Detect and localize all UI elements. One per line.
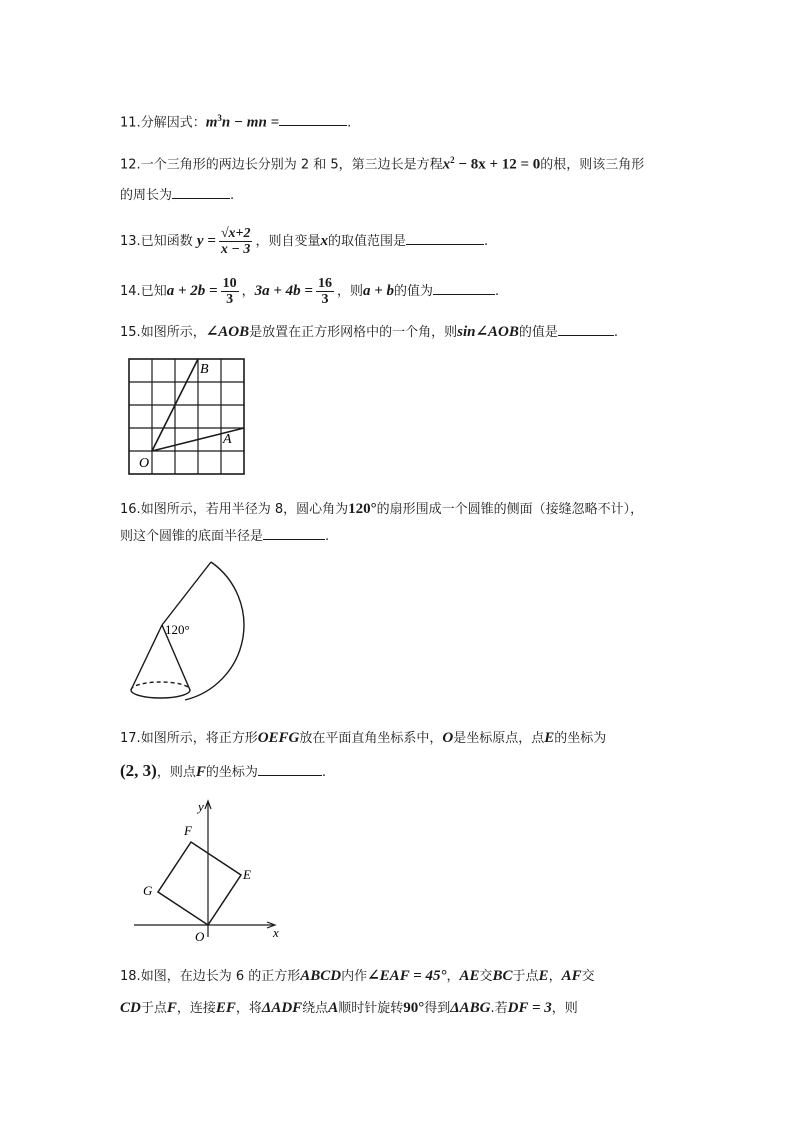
q18-seg1: AE xyxy=(459,968,480,984)
q14-eq1-fraction xyxy=(221,276,239,307)
q16-text-a: 如图所示，若用半径为 8，圆心角为 xyxy=(140,502,349,517)
q14-text-b: ，则 xyxy=(336,284,363,299)
q13-text-b: ，则自变量 xyxy=(255,234,321,249)
question-17-line2 xyxy=(120,761,326,783)
q18-text-g: 交 xyxy=(581,969,595,984)
q18-seg3: AF xyxy=(561,968,582,984)
q17-point-f: F xyxy=(195,764,206,780)
q17-text-b: 放在平面直角坐标系中， xyxy=(299,731,443,746)
q15-text-c: 的值是 xyxy=(518,325,558,340)
q14-eq1-num: 10 xyxy=(222,276,237,291)
q18-text-j: ，将 xyxy=(235,1001,262,1016)
q12-equation: x xyxy=(442,156,451,173)
q18-seg2: BC xyxy=(492,968,513,984)
q17-label-e: E xyxy=(243,867,251,882)
q16-sector-arc xyxy=(185,562,244,700)
q17-number: 17. xyxy=(120,731,141,746)
q17-point-e: E xyxy=(544,730,555,746)
q17-coordinate-figure xyxy=(128,795,288,945)
question-12-line2 xyxy=(120,186,234,206)
q17-label-g: G xyxy=(143,883,153,898)
q17-text-a: 如图所示，将正方形 xyxy=(140,731,258,746)
q18-text-e: 于点 xyxy=(512,969,539,984)
q13-frac-num: √x+2 xyxy=(220,226,251,241)
q12-number: 12. xyxy=(120,157,141,173)
q12-equation-rest: − 8x + 12 = 0 xyxy=(454,156,541,173)
q13-text-a: 已知函数 xyxy=(140,234,193,249)
q16-answer-blank[interactable] xyxy=(263,527,325,540)
q13-var: x xyxy=(320,233,328,249)
q15-label-o: O xyxy=(139,456,150,471)
q17-origin: O xyxy=(442,730,454,746)
q18-pt1: E xyxy=(538,968,549,984)
q18-tri2: ΔABG xyxy=(450,1000,491,1016)
q14-sep: ， xyxy=(241,284,255,299)
q18-pt3: A xyxy=(328,1000,339,1016)
question-14 xyxy=(120,276,499,307)
question-18-line2 xyxy=(120,998,578,1019)
q17-text-e: ，则点 xyxy=(156,765,196,780)
question-16-line1 xyxy=(120,499,643,520)
q16-line2: 则这个圆锥的底面半径是 xyxy=(120,529,264,544)
q18-pt2: F xyxy=(166,1000,177,1016)
q18-text-l: 顺时针旋转 xyxy=(338,1001,404,1016)
q16-angle-label: 120° xyxy=(165,622,190,637)
q17-coord: (2, 3) xyxy=(120,761,157,780)
q17-end: . xyxy=(321,765,327,780)
q12-equation-exp: 2 xyxy=(450,155,455,165)
question-13 xyxy=(120,226,488,257)
q16-cone-left-edge xyxy=(131,625,162,690)
q18-text-i: ，连接 xyxy=(176,1001,216,1016)
q15-text-b: 是放置在正方形网格中的一个角，则 xyxy=(249,325,458,340)
q15-grid-figure xyxy=(125,355,250,480)
q18-number: 18. xyxy=(120,969,141,984)
q16-number: 16. xyxy=(120,502,141,517)
question-15 xyxy=(120,322,618,343)
q11-answer-blank[interactable] xyxy=(279,113,347,126)
q11-expr-b: n − mn = xyxy=(221,114,280,131)
q16-text-b: 的扇形围成一个圆锥的侧面（接缝忽略不计）， xyxy=(376,502,644,517)
q12-end: . xyxy=(230,188,235,203)
q18-tri1: ΔADF xyxy=(261,1000,303,1016)
q13-end: . xyxy=(484,234,489,249)
q18-text-h: 于点 xyxy=(140,1001,167,1016)
q13-func-lhs: y = xyxy=(196,233,216,249)
q15-func: sin∠AOB xyxy=(457,324,519,340)
q15-label-b: B xyxy=(200,362,209,377)
q18-seg5: EF xyxy=(215,1000,236,1016)
q12-line1-b: 的根，则该三角形 xyxy=(540,157,645,173)
q15-answer-blank[interactable] xyxy=(558,323,614,336)
q18-text-m: 得到 xyxy=(424,1001,451,1016)
q15-number: 15. xyxy=(120,325,141,340)
q17-label-f: F xyxy=(184,823,192,838)
q16-cone-base-back xyxy=(131,682,190,690)
q17-label-o: O xyxy=(195,929,205,944)
q11-end: . xyxy=(347,115,352,131)
q15-end: . xyxy=(613,325,619,340)
q16-angle: 120° xyxy=(348,501,377,517)
q15-text-a: 如图所示， xyxy=(140,325,206,340)
q17-square: OEFG xyxy=(257,730,300,746)
q17-text-d: 的坐标为 xyxy=(554,731,607,746)
q11-expr-a: m xyxy=(205,114,218,131)
q13-number: 13. xyxy=(120,234,141,249)
question-16-line2 xyxy=(120,527,329,547)
q17-text-c: 是坐标原点，点 xyxy=(453,731,545,746)
q18-text-a: 如图，在边长为 6 的正方形 xyxy=(140,969,301,984)
q11-number: 11. xyxy=(120,115,141,131)
q14-eq2-fraction xyxy=(316,276,334,307)
q17-answer-blank[interactable] xyxy=(258,763,322,776)
q18-text-k: 绕点 xyxy=(302,1001,329,1016)
q18-text-c: ， xyxy=(446,969,460,984)
q18-text-f: ， xyxy=(548,969,562,984)
q13-text-c: 的取值范围是 xyxy=(328,234,407,249)
q17-square-oefg xyxy=(158,842,241,925)
q14-eq2-den: 3 xyxy=(321,292,329,307)
q17-label-y: y xyxy=(198,799,204,814)
q11-expr-exp: 3 xyxy=(217,113,222,123)
q14-end: . xyxy=(495,284,500,299)
q18-cond: DF = 3 xyxy=(507,1000,552,1016)
q14-text-c: 的值为 xyxy=(394,284,434,299)
question-12-line1 xyxy=(120,150,644,175)
q12-line2: 的周长为 xyxy=(120,188,173,203)
q18-text-b: 内作 xyxy=(341,969,368,984)
q14-eq1-lhs: a + 2b = xyxy=(166,283,218,299)
q18-text-d: 交 xyxy=(479,969,493,984)
q14-eq2-num: 16 xyxy=(317,276,332,291)
q13-fraction xyxy=(219,226,253,257)
q16-cone-base-front xyxy=(131,690,190,698)
question-11 xyxy=(120,108,351,133)
q17-text-f: 的坐标为 xyxy=(205,765,258,780)
q13-answer-blank[interactable] xyxy=(406,232,484,245)
q18-square: ABCD xyxy=(300,968,342,984)
question-17-line1 xyxy=(120,728,606,749)
question-18-line1 xyxy=(120,966,595,987)
q14-target: a + b xyxy=(362,283,395,299)
q14-number: 14. xyxy=(120,284,141,299)
q18-text-n: .若 xyxy=(490,1001,508,1016)
q15-angle: ∠AOB xyxy=(205,324,250,340)
q16-end: . xyxy=(325,529,330,544)
q18-seg4: CD xyxy=(120,1000,141,1016)
q15-label-a: A xyxy=(223,432,232,447)
q14-eq1-den: 3 xyxy=(226,292,234,307)
q18-angle: ∠EAF = 45° xyxy=(367,968,447,984)
q14-eq2-lhs: 3a + 4b = xyxy=(254,283,313,299)
q18-rot: 90° xyxy=(403,1000,425,1016)
q18-text-o: ，则 xyxy=(551,1001,578,1016)
q14-text-a: 已知 xyxy=(140,284,167,299)
q16-cone-figure xyxy=(125,558,265,708)
q17-label-x: x xyxy=(273,925,279,940)
q13-frac-den: x − 3 xyxy=(220,242,251,257)
q12-answer-blank[interactable] xyxy=(172,186,230,199)
q12-line1-a: 一个三角形的两边长分别为 2 和 5，第三边长是方程 xyxy=(140,157,443,173)
q14-answer-blank[interactable] xyxy=(433,282,495,295)
q16-sector-edge xyxy=(162,562,211,625)
q11-text: 分解因式： xyxy=(140,115,206,131)
